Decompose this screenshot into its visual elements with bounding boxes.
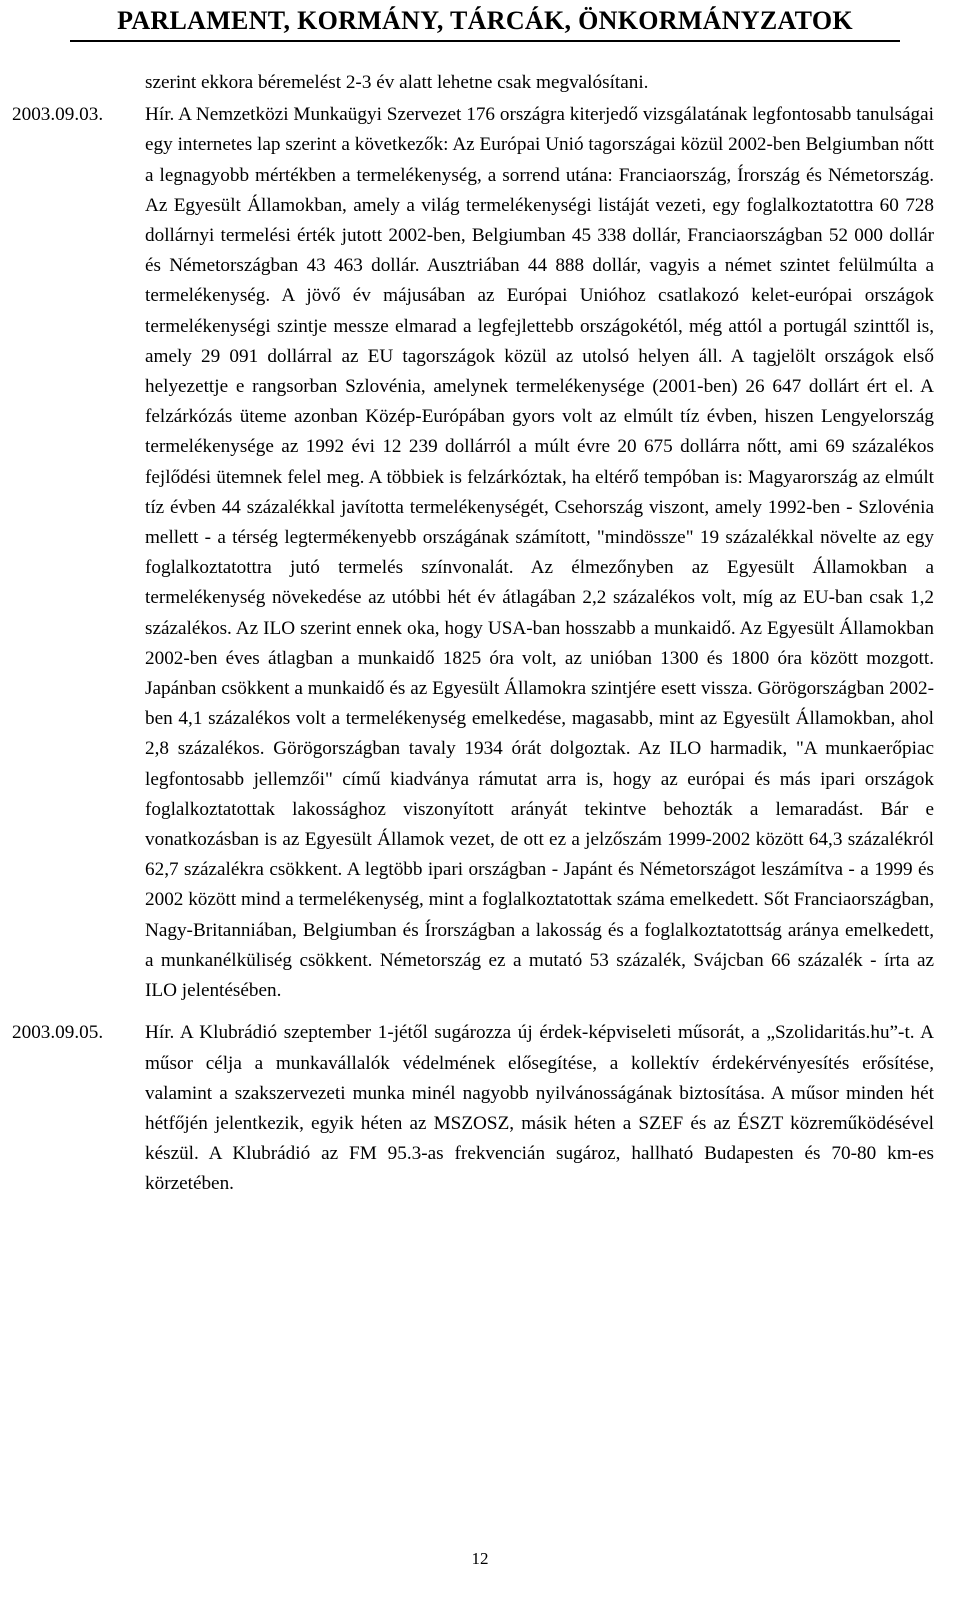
page-number: 12 xyxy=(471,1549,489,1568)
entry-date-empty xyxy=(12,68,145,98)
entry-text: Hír. A Nemzetközi Munkaügyi Szervezet 176 országra kiterjedő vizsgálatának legfontosabb tanulságai egy internetes lap szerint a következők: Az Európai Unió tagországai közül 2002-ben Belgiumban nőtt a legnagyobb mértékben a termelékenység, a sorrend utána: Franciaország, Írország és Németország. Az Egyesült Államokban, amely a világ termelékenységi listáját vezeti, egy foglalkoztatottra 60 728 dollárnyi termelési érték jutott 2002-ben, Belgiumban 45 338 dollár, Franciaországban 52 000 dollár és Németországban 43 463 dollár. Ausztriában 44 888 dollár, vagyis a német szintet felülmúlta a termelékenység. A jövő év májusában az Európai Unióhoz csatlakozó kelet-európai országok termelékenységi szintje messze elmarad a legfejlettebb országokétól, még attól a portugál szinttől is, amely 29 091 dollárral az EU tagországok közül az utolsó helyen áll. A tagjelölt országok első helyezettje e rangsorban Szlovénia, amelynek termelékenysége (2001-ben) 26 647 dollárt ért el. A felzárkózás üteme azonban Közép-Európában gyors volt az elmúlt tíz évben, hiszen Lengyelország termelékenysége az 1992 évi 12 239 dollárról a múlt évre 20 675 dollárra nőtt, ami 69 százalékos fejlődési ütemnek felel meg. A többiek is felzárkóztak, ha eltérő tempóban is: Magyarország az elmúlt tíz évben 44 százalékkal javította termelékenységét, Csehország viszont, amely 1992-ben - Szlovénia mellett - a térség legtermékenyebb országának számított, "mindössze" 19 százalékkal növelte az egy foglalkoztatottra jutó termelés színvonalát. Az élmezőnyben az Egyesült Államokban a termelékenység növekedése az utóbbi hét év átlagában 2,2 százalékos volt, míg az EU-ban csak 1,2 százalékos. Az ILO szerint ennek oka, hogy USA-ban hosszabb a munkaidő. Az Egyesült Államokban 2002-ben éves átlagban a munkaidő 1825 óra volt, az unióban 1300 és 1800 óra között mozgott. Japánban csökkent a munkaidő és az Egyesült Államokra szintjére esett vissza. Görögországban 2002-ben 4,1 százalékos volt a termelékenység emelkedése, magasabb, mint az Egyesült Államokban, ahol 2,8 százalékos. Görögországban tavaly 1934 órát dolgoztak. Az ILO harmadik, "A munkaerőpiac legfontosabb jellemzői" című kiadványa rámutat arra is, hogy az európai és más ipari országok foglalkoztatottak lakossághoz viszonyított arányát tekintve behozták a lemaradást. Bár e vonatkozásban is az Egyesült Államok vezet, de ott ez a jelzőszám 1999-2002 között 64,3 százalékról 62,7 százalékra csökkent. A legtöbb ipari országban - Japánt és Németországot leszámítva - a 1999 és 2002 között mind a termelékenység, mint a foglalkoztatottak száma emelkedett. Sőt Franciaországban, Nagy-Britanniában, Belgiumban és Írországban a lakosság és a foglalkoztatottság aránya emelkedett, a munkanélküliség csökkent. Németország ez a mutató 53 százalék, Svájcban 66 százalék - írta az ILO jelentésében. xyxy=(145,104,934,1002)
entry-text: Hír. A Klubrádió szeptember 1-jétől sugározza új érdek-képviseleti műsorát, a „Szolidaritás.hu”-t. A műsor célja a munkavállalók védelmének elősegítése, a kollektív érdekérvényesítés erősítése, valamint a szakszervezeti munka minél nagyobb nyilvánosságának biztosítása. A műsor minden hét hétfőjén jelentkezik, egyik héten az MSZOSZ, másik héten a SZEF és az ÉSZT közreműködésével készül. A Klubrádió az FM 95.3-as frekvencián sugároz, hallható Budapesten és 70-80 km-es körzetében. xyxy=(145,1022,934,1195)
continuation-text: szerint ekkora béremelést 2-3 év alatt lehetne csak megvalósítani. xyxy=(145,72,649,93)
document-body xyxy=(12,68,934,1200)
news-entry xyxy=(12,100,934,1006)
entry-date: 2003.09.03. xyxy=(12,104,104,126)
page-header xyxy=(70,4,900,42)
news-entry xyxy=(12,1018,934,1199)
entry-spacer xyxy=(12,1006,934,1018)
continuation-entry xyxy=(12,68,934,98)
header-title: PARLAMENT, KORMÁNY, TÁRCÁK, ÖNKORMÁNYZATOK xyxy=(117,6,853,35)
entry-date: 2003.09.05. xyxy=(12,1022,104,1044)
